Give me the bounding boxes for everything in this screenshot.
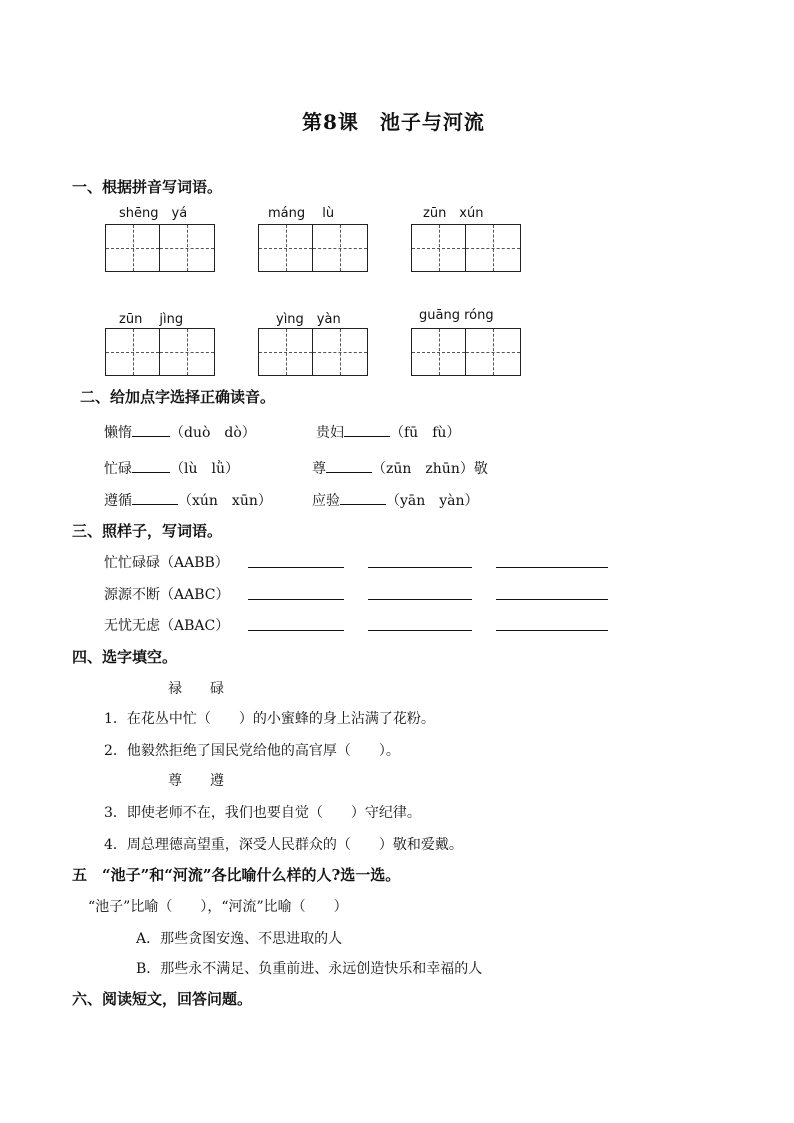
char-pair-2: 尊 遵 (168, 773, 224, 789)
pinyin-label: yìng yàn (276, 312, 341, 327)
writing-boxes[interactable] (411, 224, 521, 272)
writing-boxes[interactable] (411, 328, 521, 376)
answer-line[interactable] (248, 630, 344, 631)
writing-boxes[interactable] (258, 328, 368, 376)
pinyin-label: shēng yá (119, 206, 188, 221)
option-b: B．那些永不满足、负重前进、永远创造快乐和幸福的人 (136, 961, 483, 977)
answer-line[interactable] (496, 567, 608, 568)
answer-line[interactable] (496, 630, 608, 631)
answer-line[interactable] (368, 599, 472, 600)
page-title: 第8课 池子与河流 (302, 110, 485, 134)
pinyin-label: zūn jìng (119, 312, 184, 327)
word: 懒惰 (104, 425, 132, 441)
reading-item-6 (312, 490, 479, 510)
pinyin-label: máng lù (268, 206, 335, 221)
section-1-heading: 一、根据拼音写词语。 (72, 178, 223, 196)
word: 忙碌 (104, 461, 132, 477)
reading-item-2 (316, 422, 460, 442)
fill-question-4: 4．周总理德高望重，深受人民群众的（ ）敬和爱戴。 (104, 837, 463, 853)
answer-blank[interactable] (132, 436, 170, 437)
answer-line[interactable] (368, 630, 472, 631)
fill-question-2: 2．他毅然拒绝了国民党给他的高官厚（ ）。 (104, 743, 400, 759)
reading-item-5 (104, 490, 272, 510)
suffix: 敬 (473, 461, 488, 477)
options: （zūn zhūn） (372, 461, 474, 477)
section-4-heading: 四、选字填空。 (72, 648, 178, 666)
writing-boxes[interactable] (105, 328, 215, 376)
reading-item-4 (312, 458, 488, 478)
reading-item-3 (104, 458, 239, 478)
pinyin-label: zūn xún (423, 206, 484, 221)
word: 贵妇 (316, 425, 344, 441)
fill-question-3: 3．即使老师不在，我们也要自觉（ ）守纪律。 (104, 805, 421, 821)
pattern-label-2: 源源不断（AABC） (104, 587, 230, 603)
pinyin-label: guāng róng (419, 308, 494, 323)
word: 尊 (312, 461, 326, 477)
char-pair-1: 禄 碌 (168, 681, 224, 697)
answer-blank[interactable] (344, 436, 390, 437)
options: （xún xūn） (178, 493, 272, 509)
word: 遵循 (104, 493, 132, 509)
answer-blank[interactable] (340, 504, 386, 505)
section-2-heading: 二、给加点字选择正确读音。 (80, 388, 276, 406)
reading-item-1 (104, 422, 256, 442)
option-a: A．那些贪图安逸、不思进取的人 (136, 931, 343, 947)
fill-question-1: 1．在花丛中忙（ ）的小蜜蜂的身上沾满了花粉。 (104, 711, 435, 727)
section-5-heading: 五 “池子”和“河流”各比喻什么样的人?选一选。 (72, 866, 401, 884)
section-6-heading: 六、阅读短文，回答问题。 (72, 990, 253, 1008)
answer-line[interactable] (496, 599, 608, 600)
answer-line[interactable] (248, 599, 344, 600)
section-3-heading: 三、照样子，写词语。 (72, 522, 223, 540)
answer-line[interactable] (368, 567, 472, 568)
options: （fū fù） (390, 425, 461, 441)
writing-boxes[interactable] (258, 224, 368, 272)
answer-line[interactable] (248, 567, 344, 568)
answer-blank[interactable] (132, 504, 178, 505)
answer-blank[interactable] (326, 472, 372, 473)
word: 应验 (312, 493, 340, 509)
answer-blank[interactable] (132, 472, 170, 473)
pattern-label-1: 忙忙碌碌（AABB） (104, 555, 229, 571)
writing-boxes[interactable] (105, 224, 215, 272)
metaphor-question: “池子”比喻（ ），“河流”比喻（ ） (88, 899, 348, 915)
options: （duò dò） (170, 425, 256, 441)
pattern-label-3: 无忧无虑（ABAC） (104, 618, 230, 634)
options: （lù lǜ） (170, 461, 239, 477)
options: （yān yàn） (386, 493, 479, 509)
